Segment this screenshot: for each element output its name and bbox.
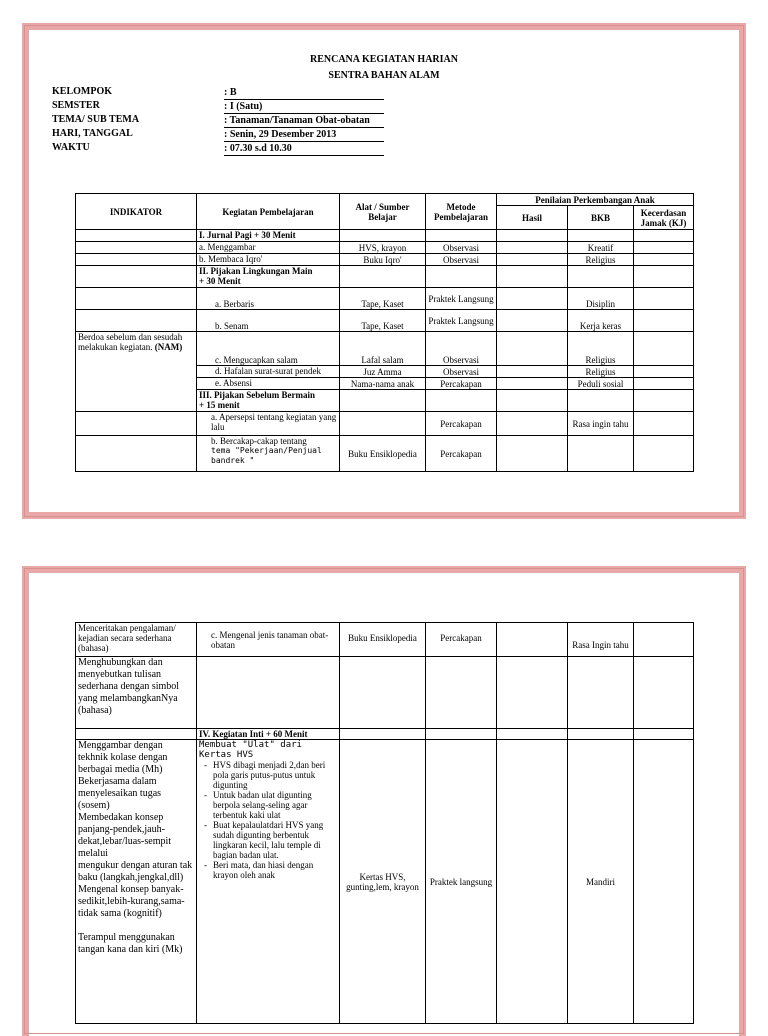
method-cell: Percakapan xyxy=(426,378,497,390)
col-header-bkb: BKB xyxy=(568,206,634,230)
activity-cell: e. Absensi xyxy=(197,378,340,390)
col-header-kj: Kecerdasan Jamak (KJ) xyxy=(634,206,694,230)
doc-subtitle: SENTRA BAHAN ALAM xyxy=(328,70,440,81)
bkb-cell: Kreatif xyxy=(568,242,634,254)
bkb-cell: Rasa ingin tahu xyxy=(568,412,634,436)
col-header-metode: Metode Pembelajaran xyxy=(426,194,497,230)
tools-cell: Buku Ensiklopedia xyxy=(340,623,426,657)
section-heading-line2: + 30 Menit xyxy=(199,276,241,286)
bkb-cell: Disiplin xyxy=(568,288,634,310)
tools-cell: Juz Amma xyxy=(340,366,426,378)
meta-label-tema: TEMA/ SUB TEMA xyxy=(52,114,140,125)
activity-line1: b. Bercakap-cakap tentang xyxy=(211,436,307,446)
table-row xyxy=(76,288,694,310)
bkb-cell: Peduli sosial xyxy=(568,378,634,390)
table-row xyxy=(76,729,694,740)
table-row xyxy=(76,412,694,436)
tools-cell: HVS, krayon xyxy=(340,242,426,254)
activity-cell: c. Mengucapkan salam xyxy=(197,332,340,366)
col-header-alat: Alat / Sumber Belajar xyxy=(340,194,426,230)
tools-cell: Kertas HVS, gunting,lem, krayon xyxy=(340,740,426,1024)
meta-label-waktu: WAKTU xyxy=(52,142,90,153)
method-cell: Praktek langsung xyxy=(426,740,497,1024)
table-row xyxy=(76,242,694,254)
meta-label-kelompok: KELOMPOK xyxy=(52,86,112,97)
activity-cell xyxy=(197,436,340,472)
col-header-indikator: INDIKATOR xyxy=(76,194,197,230)
meta-label-semester: SEMSTER xyxy=(52,100,100,111)
activity-cell: a. Berbaris xyxy=(197,288,340,310)
section-heading: IV. Kegiatan Inti + 60 Menit xyxy=(197,729,340,740)
bkb-cell: Religius xyxy=(568,332,634,366)
method-cell: Percakapan xyxy=(426,623,497,657)
bkb-cell: Religius xyxy=(568,366,634,378)
indicator-item: Mengenal konsep banyak-sedikit,lebih-kurang,sama-tidak sama (kognitif) xyxy=(78,884,185,919)
table-row xyxy=(76,332,694,366)
tools-cell: Buku Ensiklopedia xyxy=(340,436,426,472)
meta-value-semester: : I (Satu) xyxy=(224,100,384,114)
bkb-cell: Rasa Ingin tahu xyxy=(568,623,634,657)
indicator-item: Terampul menggunakan tangan kana dan kiri (Mk) xyxy=(78,932,183,955)
doc-title: RENCANA KEGIATAN HARIAN xyxy=(310,54,458,65)
indicator-text: Berdoa sebelum dan sesudah melakukan kegiatan. xyxy=(78,332,183,352)
indicator-cell: Menceritakan pengalaman/ kejadian secara sederhana (bahasa) xyxy=(76,623,197,657)
table-row xyxy=(76,310,694,332)
indicator-cell xyxy=(76,740,197,1024)
activity-table-2 xyxy=(75,622,694,1024)
indicator-cell xyxy=(76,332,197,412)
activity-cell: a. Apersepsi tentang kegiatan yang lalu xyxy=(197,412,340,436)
meta-value-tema: : Tanaman/Tanaman Obat-obatan xyxy=(224,114,384,128)
tools-cell: Nama-nama anak xyxy=(340,378,426,390)
activity-line2: tema "Pekerjaan/Penjual bandrek " xyxy=(211,446,322,465)
section-heading-line1: III. Pijakan Sebelum Bermain xyxy=(199,390,316,400)
activity-cell: d. Hafalan surat-surat pendek xyxy=(197,366,340,378)
section-heading xyxy=(197,390,340,412)
table-row xyxy=(76,657,694,729)
section-heading: I. Jurnal Pagi + 30 Menit xyxy=(197,230,340,242)
method-cell: Percakapan xyxy=(426,412,497,436)
activity-step: - Buat kepalaulatdari HVS yang sudah digunting berbentuk lingkaran kecil, lalu temple di bagian badan ulat. xyxy=(213,820,337,860)
indicator-item: Menggambar dengan tekhnik kolase dengan berbagai media (Mh) xyxy=(78,740,168,775)
indicator-cell: Menghubungkan dan menyebutkan tulisan sederhana dengan simbol yang melambangkanNya (bahasa) xyxy=(76,657,197,729)
bkb-cell: Mandiri xyxy=(568,740,634,1024)
method-cell: Observasi xyxy=(426,242,497,254)
table-row xyxy=(76,266,694,288)
activity-cell: a. Menggambar xyxy=(197,242,340,254)
indicator-item: mengukur dengan aturan tak baku (langkah,jengkal,dll) xyxy=(78,860,193,883)
tools-cell: Buku Iqro' xyxy=(340,254,426,266)
tools-cell: Tape, Kaset xyxy=(340,310,426,332)
section-heading xyxy=(197,266,340,288)
indicator-item: Membedakan konsep panjang-pendek,jauh-dekat,lebar/luas-sempit melalui xyxy=(78,812,172,859)
meta-label-hari: HARI, TANGGAL xyxy=(52,128,133,139)
col-header-penilaian: Penilaian Perkembangan Anak xyxy=(497,194,694,206)
activity-cell: b. Senam xyxy=(197,310,340,332)
activity-cell: b. Membaca Iqro' xyxy=(197,254,340,266)
method-cell: Observasi xyxy=(426,332,497,366)
bkb-cell: Religius xyxy=(568,254,634,266)
indicator-tag: (NAM) xyxy=(154,342,183,352)
table-row xyxy=(76,623,694,657)
method-cell: Praktek Langsung xyxy=(426,310,497,332)
bkb-cell: Kerja keras xyxy=(568,310,634,332)
table-row xyxy=(76,436,694,472)
activity-cell: c. Mengenal jenis tanaman obat-obatan xyxy=(197,623,340,657)
method-cell: Observasi xyxy=(426,366,497,378)
method-cell: Praktek Langsung xyxy=(426,288,497,310)
section-heading-line2: + 15 menit xyxy=(199,400,240,410)
activity-step: - Untuk badan ulat digunting berpola selang-seling agar terbentuk kaki ulat xyxy=(213,790,337,820)
section-heading-line1: II. Pijakan Lingkungan Main xyxy=(199,266,313,276)
col-header-kegiatan: Kegiatan Pembelajaran xyxy=(197,194,340,230)
activity-title: Membuat "Ulat" dari Kertas HVS xyxy=(199,740,302,760)
method-cell: Percakapan xyxy=(426,436,497,472)
col-header-hasil: Hasil xyxy=(497,206,568,230)
activity-step: - Beri mata, dan hiasi dengan krayon oleh anak xyxy=(213,860,337,880)
activity-table-1 xyxy=(75,193,694,472)
activity-step: - HVS dibagi menjadi 2,dan beri pola garis putus-putus untuk digunting xyxy=(213,760,337,790)
table-row xyxy=(76,740,694,1024)
meta-value-kelompok: : B xyxy=(224,86,384,100)
meta-value-hari: : Senin, 29 Desember 2013 xyxy=(224,128,384,142)
table-row xyxy=(76,230,694,242)
tools-cell: Tape, Kaset xyxy=(340,288,426,310)
tools-cell: Lafal salam xyxy=(340,332,426,366)
activity-cell xyxy=(197,740,340,1024)
meta-value-waktu: : 07.30 s.d 10.30 xyxy=(224,142,384,156)
table-row xyxy=(76,254,694,266)
indicator-item: Bekerjasama dalam menyelesaikan tugas (sosem) xyxy=(78,776,162,811)
method-cell: Observasi xyxy=(426,254,497,266)
